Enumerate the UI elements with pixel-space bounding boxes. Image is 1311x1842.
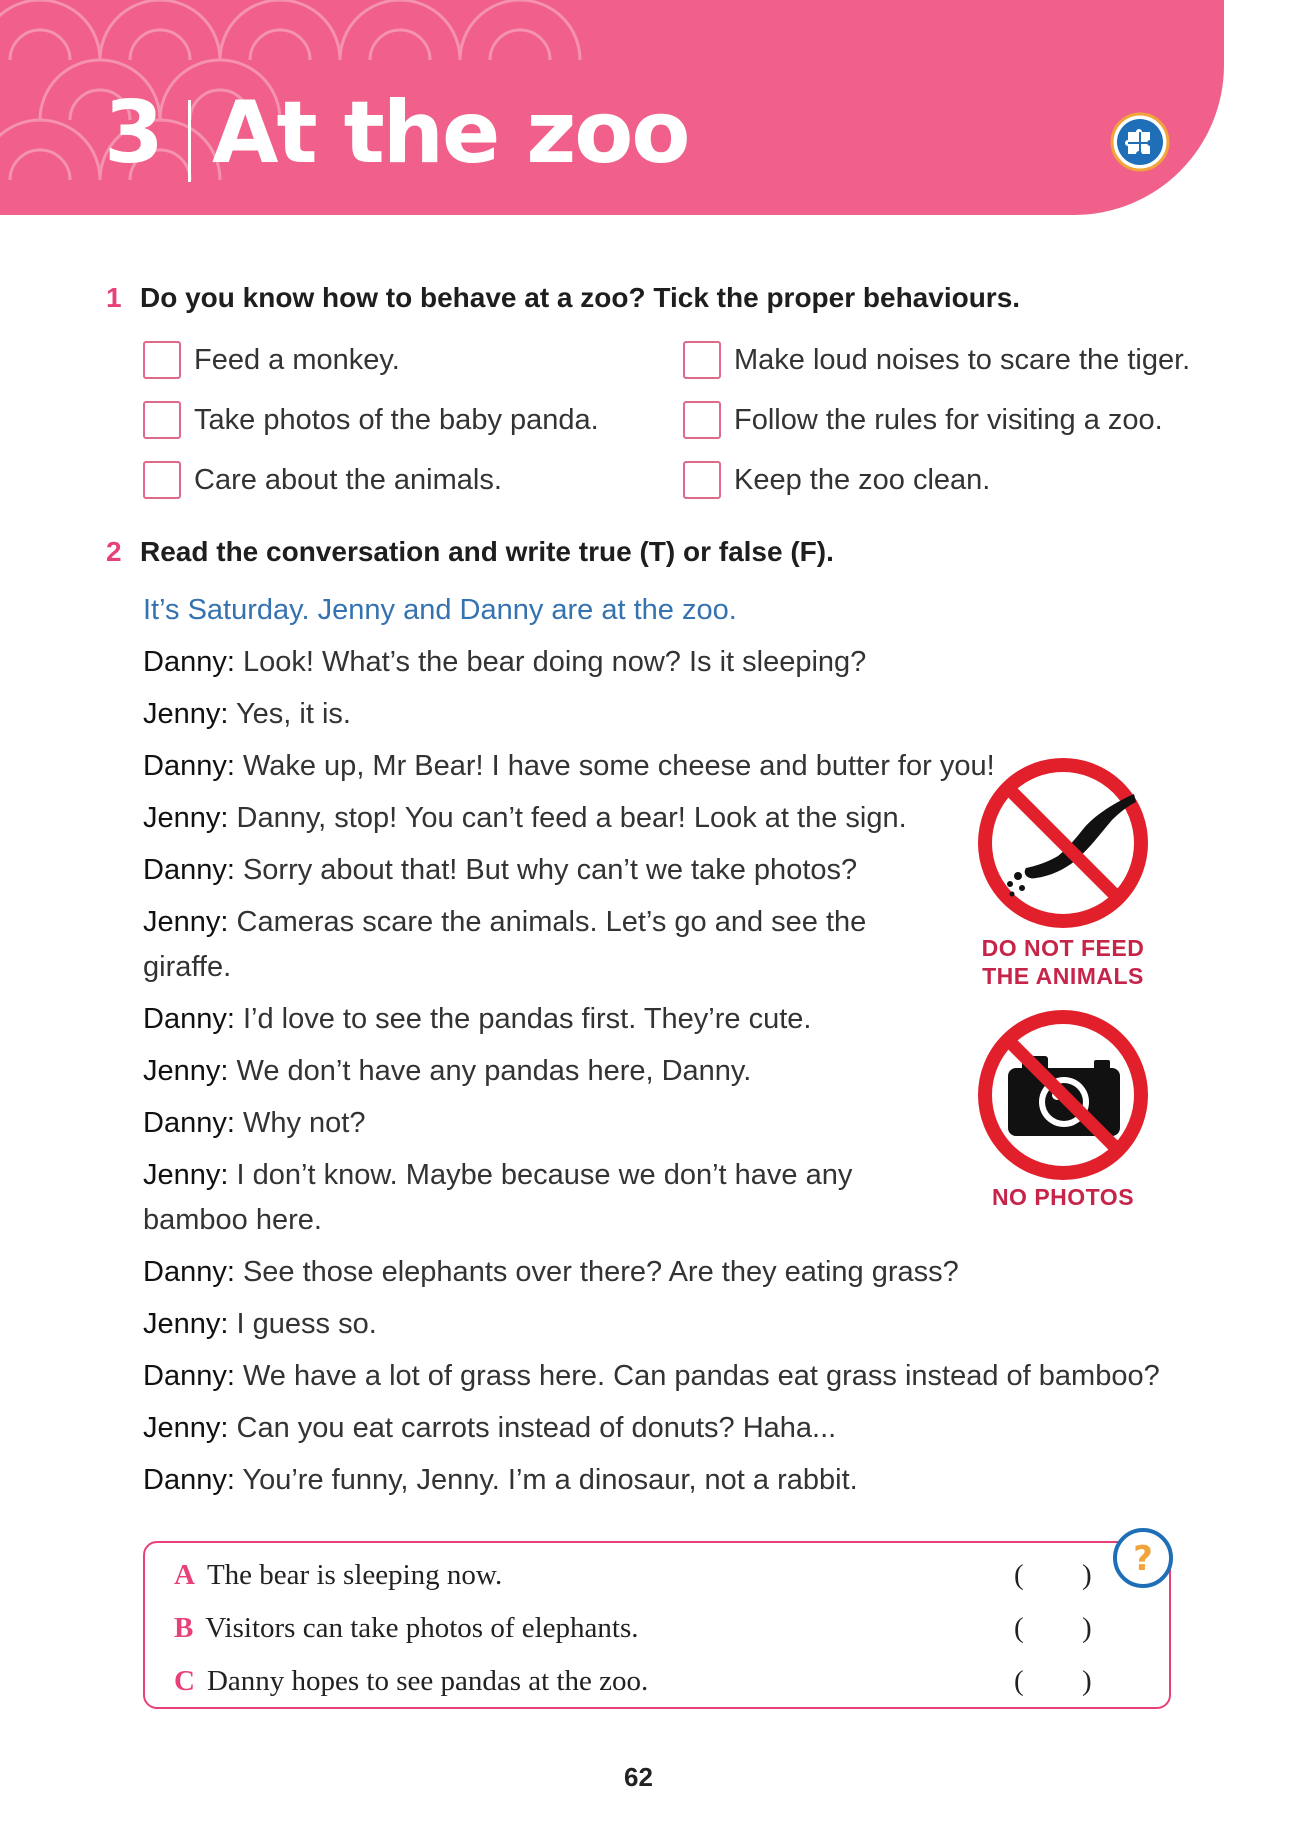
speaker: Jenny:	[143, 1055, 229, 1087]
speaker: Danny:	[143, 1464, 235, 1496]
dialogue-line	[143, 1360, 1160, 1393]
dialogue-line	[143, 1107, 365, 1140]
question-mark-icon	[1112, 1527, 1174, 1589]
speaker: Jenny:	[143, 802, 229, 834]
question-1-prompt: Do you know how to behave at a zoo? Tick the proper behaviours.	[140, 282, 1021, 313]
paren-close: )	[1082, 1665, 1092, 1697]
no-feeding-icon	[976, 756, 1150, 930]
paren-open: (	[1014, 1612, 1024, 1644]
unit-number: 3	[104, 83, 164, 183]
conversation-intro: It’s Saturday. Jenny and Danny are at the zoo.	[143, 594, 737, 626]
utterance: Can you eat carrots instead of donuts? Haha...	[228, 1412, 837, 1444]
dialogue-line	[143, 854, 857, 887]
dialogue-line	[143, 1055, 751, 1088]
sign-caption-line: THE ANIMALS	[982, 963, 1144, 989]
statement-b	[174, 1612, 639, 1645]
utterance: We have a lot of grass here. Can pandas eat grass instead of bamboo?	[234, 1360, 1160, 1392]
dialogue-line	[143, 1412, 836, 1445]
paren-close: )	[1082, 1559, 1092, 1591]
utterance: See those elephants over there? Are they eating grass?	[234, 1256, 959, 1288]
answer-blank-b[interactable]	[1014, 1612, 1094, 1645]
speaker: Danny:	[143, 1107, 235, 1139]
title-separator	[188, 100, 191, 182]
page-number: 62	[624, 1762, 653, 1792]
statement-letter: C	[174, 1665, 195, 1697]
statement-text: Danny hopes to see pandas at the zoo.	[206, 1665, 649, 1697]
unit-header	[0, 0, 1224, 215]
dialogue-line	[143, 750, 995, 783]
question-2-number: 2	[106, 536, 122, 567]
question-1-number: 1	[106, 282, 122, 313]
checkbox-care-animals[interactable]	[143, 461, 181, 499]
utterance: You’re funny, Jenny. I’m a dinosaur, not a rabbit.	[234, 1464, 858, 1496]
sign-caption-line: DO NOT FEED	[981, 935, 1145, 961]
utterance: Sorry about that! But why can’t we take photos?	[234, 854, 858, 886]
utterance: We don’t have any pandas here, Danny.	[228, 1055, 752, 1087]
option-label: Care about the animals.	[194, 464, 502, 496]
sign-caption-feed	[960, 934, 1166, 990]
speaker: Jenny:	[143, 906, 229, 938]
statement-letter: A	[174, 1559, 195, 1591]
checkbox-keep-clean[interactable]	[683, 461, 721, 499]
dialogue-line	[143, 646, 866, 679]
speaker: Danny:	[143, 646, 235, 678]
dialogue-line	[143, 802, 907, 835]
speaker: Jenny:	[143, 1412, 229, 1444]
checkbox-follow-rules[interactable]	[683, 401, 721, 439]
dialogue-line	[143, 1159, 852, 1192]
question-2-prompt: Read the conversation and write true (T) or false (F).	[140, 536, 834, 567]
speaker: Jenny:	[143, 698, 229, 730]
paren-open: (	[1014, 1665, 1024, 1697]
dialogue-line	[143, 906, 866, 939]
statement-c	[174, 1665, 648, 1698]
dialogue-line	[143, 698, 351, 731]
option-label: Feed a monkey.	[194, 344, 400, 376]
checkbox-loud-noises[interactable]	[683, 341, 721, 379]
speaker: Danny:	[143, 1003, 235, 1035]
statement-text: The bear is sleeping now.	[206, 1559, 503, 1591]
utterance: Wake up, Mr Bear! I have some cheese and butter for you!	[234, 750, 995, 782]
speaker: Danny:	[143, 750, 235, 782]
dialogue-line	[143, 1003, 811, 1036]
utterance: I guess so.	[228, 1308, 377, 1340]
option-label: Take photos of the baby panda.	[194, 404, 599, 436]
speaker: Danny:	[143, 854, 235, 886]
utterance: Yes, it is.	[228, 698, 351, 730]
dialogue-line	[143, 1308, 377, 1341]
utterance: Look! What’s the bear doing now? Is it sleeping?	[234, 646, 867, 678]
dialogue-continuation: giraffe.	[143, 951, 232, 983]
answer-blank-c[interactable]	[1014, 1665, 1094, 1698]
statement-letter: B	[174, 1612, 194, 1644]
dialogue-line	[143, 1464, 858, 1497]
option-label: Follow the rules for visiting a zoo.	[734, 404, 1163, 436]
paren-close: )	[1082, 1612, 1092, 1644]
svg-text:?: ?	[1133, 1539, 1153, 1579]
puzzle-icon	[1110, 112, 1170, 172]
utterance: I don’t know. Maybe because we don’t have any	[228, 1159, 853, 1191]
option-label: Make loud noises to scare the tiger.	[734, 344, 1191, 376]
statement-a	[174, 1559, 502, 1592]
option-label: Keep the zoo clean.	[734, 464, 991, 496]
dialogue-continuation: bamboo here.	[143, 1204, 322, 1236]
sign-caption-photos	[960, 1183, 1166, 1211]
dialogue-line	[143, 1256, 959, 1289]
sign-caption-line: NO PHOTOS	[991, 1184, 1135, 1210]
utterance: Cameras scare the animals. Let’s go and see the	[228, 906, 867, 938]
no-photos-icon	[976, 1008, 1150, 1182]
statement-text: Visitors can take photos of elephants.	[205, 1612, 639, 1644]
utterance: Why not?	[234, 1107, 366, 1139]
utterance: Danny, stop! You can’t feed a bear! Look at the sign.	[228, 802, 907, 834]
checkbox-take-photos[interactable]	[143, 401, 181, 439]
speaker: Danny:	[143, 1360, 235, 1392]
paren-open: (	[1014, 1559, 1024, 1591]
checkbox-feed-monkey[interactable]	[143, 341, 181, 379]
answer-blank-a[interactable]	[1014, 1559, 1094, 1592]
unit-title: At the zoo	[212, 83, 689, 183]
speaker: Jenny:	[143, 1308, 229, 1340]
utterance: I’d love to see the pandas first. They’re cute.	[234, 1003, 812, 1035]
speaker: Danny:	[143, 1256, 235, 1288]
speaker: Jenny:	[143, 1159, 229, 1191]
